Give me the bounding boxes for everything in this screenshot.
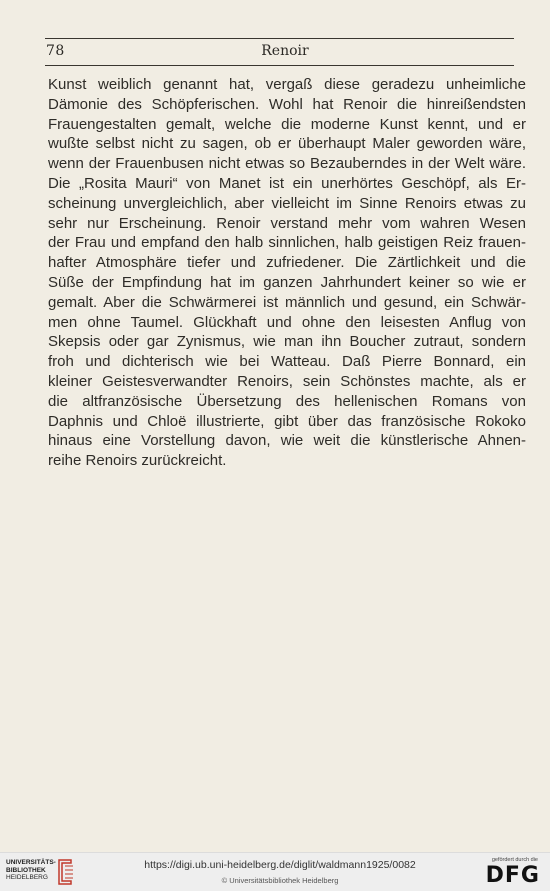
library-name-line: UNIVERSITÄTS- [6, 859, 56, 866]
text-line: kleiner Geistesverwandter Renoirs, sein Schönstes machte, als er [48, 372, 526, 390]
header-rule-bottom [45, 65, 514, 66]
running-title: Renoir [261, 43, 309, 59]
header-rule-top [45, 38, 514, 39]
text-line: wenn der Frauenbusen nicht etwas so Bezauberndes in der Welt wäre. [48, 155, 526, 173]
viewer-footer [0, 852, 550, 891]
text-line: Dämonie des Schöpferischen. Wohl hat Renoir die hinreißendsten [48, 95, 526, 113]
body-text [48, 75, 526, 471]
page-number: 78 [46, 43, 65, 59]
text-line: sehr nur Erscheinung. Renoir verstand mehr vom wahren Wesen [48, 214, 526, 232]
permalink-url[interactable]: https://digi.ub.uni-heidelberg.de/diglit/waldmann1925/0082 [144, 859, 416, 871]
text-line: Kunst weiblich genannt hat, vergaß diese geradezu unheimliche [48, 76, 526, 93]
dfg-logo: DFG [485, 863, 540, 888]
text-line: Frauengestalten gemalt, welche die moderne Kunst kennt, und er [48, 115, 526, 133]
text-line: Skepsis oder gar Zynismus, wie man ihn Boucher zutraut, sondern [48, 333, 526, 351]
text-line: Die „Rosita Mauri“ von Manet ist ein unerhörtes Geschöpf, als Er- [48, 174, 526, 192]
text-line: der Frau und empfand den halb sinnlichen, halb geistigen Reiz frauen- [48, 234, 526, 252]
copyright-notice: © Universitätsbibliothek Heidelberg [221, 876, 339, 885]
text-line: Daphnis und Chloë illustrierte, gibt über das französische Rokoko [48, 412, 526, 430]
text-line: scheinung unvergleichlich, aber vielleicht im Sinne Renoirs etwas zu [48, 194, 526, 212]
text-line: hafter Atmosphäre tiefer und zufriedener. Die Zärtlichkeit und die [48, 254, 526, 272]
text-line: Süße der Empfindung hat im ganzen Jahrhundert keiner so wie er [48, 273, 526, 291]
library-name-line: HEIDELBERG [6, 874, 48, 881]
text-line: gemalt. Aber die Schwärmerei ist männlich und gesund, ein Schwär- [48, 293, 526, 311]
text-line: froh und dichterisch wie bei Watteau. Daß Pierre Bonnard, ein [48, 353, 526, 371]
text-line: die altfranzösische Übersetzung des hellenischen Romans von [48, 392, 526, 410]
text-line: wußte selbst nicht zu sagen, ob er überhaupt Maler geworden wäre, [48, 135, 526, 153]
text-line: men ohne Taumel. Glückhaft und ohne den leisesten Anflug von [48, 313, 526, 331]
text-line: hinaus eine Vorstellung davon, wie weit die künstlerische Ahnen- [48, 432, 526, 450]
funding-note: gefördert durch die [491, 857, 538, 863]
text-line: reihe Renoirs zurückreicht. [48, 452, 227, 470]
library-name-line: BIBLIOTHEK [6, 866, 46, 874]
